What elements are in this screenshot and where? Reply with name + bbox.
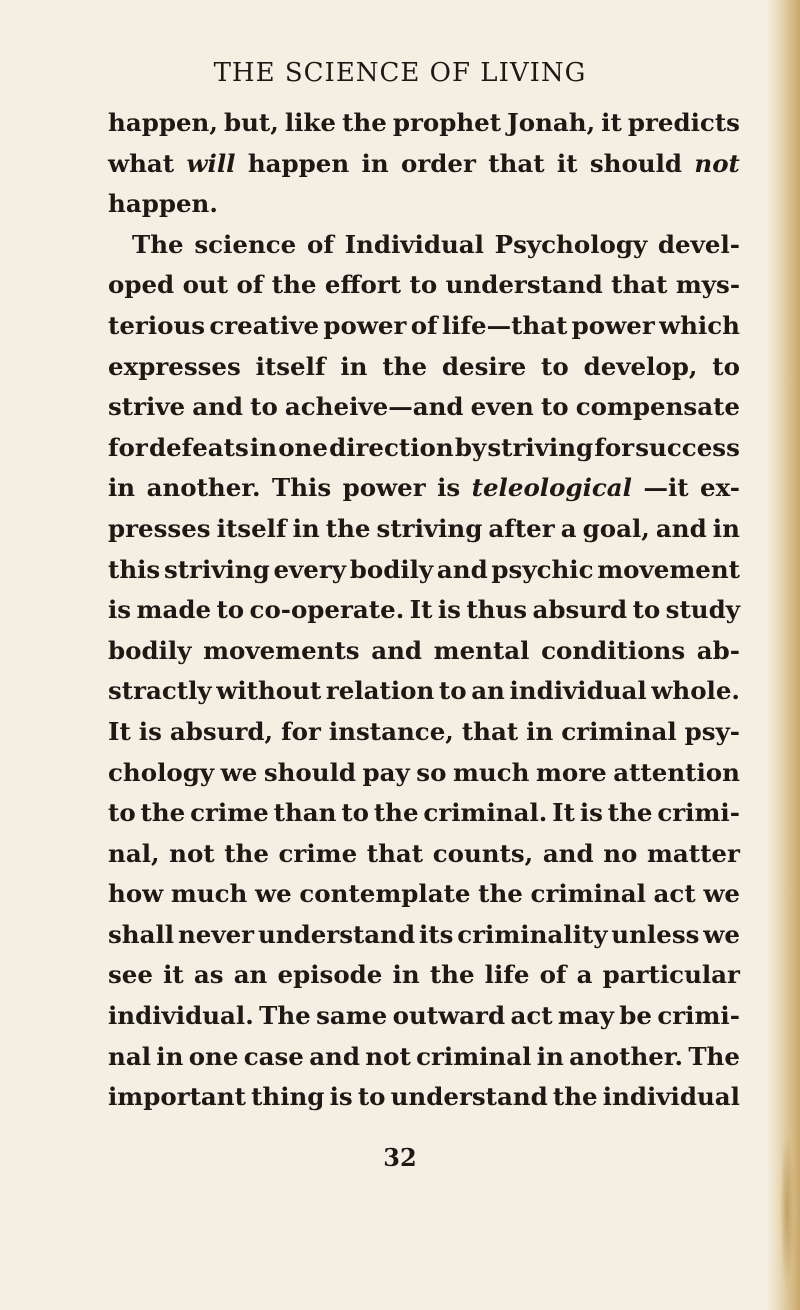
word: This — [271, 473, 332, 503]
word: of — [306, 229, 334, 259]
word: of — [236, 270, 264, 300]
word: unless — [611, 919, 700, 949]
word: criminal — [416, 1041, 532, 1071]
word: like — [284, 108, 336, 137]
text-line — [108, 103, 740, 144]
word: striving — [487, 432, 594, 462]
word: individual — [602, 1082, 740, 1112]
word: —it — [643, 473, 689, 503]
word: an — [233, 960, 268, 990]
body-text — [108, 103, 740, 1118]
text-line — [108, 590, 740, 631]
text-line — [108, 996, 740, 1037]
word: bodily — [349, 554, 434, 584]
text-line — [108, 712, 740, 753]
word: and — [371, 635, 423, 665]
word: in — [156, 1041, 184, 1071]
word: success — [635, 432, 740, 462]
text-line — [108, 671, 740, 712]
word: conditions — [541, 635, 686, 665]
word: It — [552, 798, 575, 828]
word: study — [665, 595, 740, 625]
word: creative — [209, 310, 320, 340]
text-line — [108, 225, 740, 266]
word: psychic — [491, 554, 594, 584]
word: of — [410, 310, 438, 340]
text-line — [108, 1077, 740, 1118]
word: same — [316, 1001, 388, 1031]
word: but, — [223, 108, 279, 137]
text-line — [108, 550, 740, 591]
word: is — [138, 716, 162, 746]
word: in — [526, 716, 554, 746]
word: is — [108, 595, 132, 625]
word: the — [224, 838, 269, 868]
word: we — [703, 879, 740, 909]
word: we — [703, 919, 740, 949]
italic-word: not — [694, 148, 740, 178]
word: to — [357, 1082, 386, 1112]
word: crimi- — [657, 798, 740, 828]
word: the — [382, 351, 428, 381]
running-head: THE SCIENCE OF LIVING — [213, 58, 587, 88]
word: life — [484, 960, 530, 990]
word: particular — [602, 960, 740, 990]
word: nal, — [108, 838, 160, 868]
word: happen. — [108, 189, 218, 219]
word: in — [249, 432, 278, 462]
word: movements — [203, 635, 360, 665]
word: to — [341, 798, 369, 828]
word: defeats — [148, 432, 249, 462]
word: the — [325, 513, 371, 543]
word: out — [182, 270, 229, 300]
word: this — [108, 554, 161, 584]
word: in — [712, 513, 740, 543]
word: outward — [392, 1001, 506, 1031]
word: to — [250, 392, 278, 422]
word: understand — [390, 1082, 548, 1112]
word: in — [392, 960, 420, 990]
word: act — [653, 879, 696, 909]
word: thus — [466, 595, 528, 625]
page-number: 32 — [383, 1143, 417, 1172]
text-line — [108, 347, 740, 388]
word: oped — [108, 270, 175, 300]
word: The — [259, 1001, 311, 1031]
word: individual — [509, 676, 647, 706]
word: absurd, — [169, 716, 274, 746]
word: effort — [324, 270, 402, 300]
word: to — [108, 798, 136, 828]
text-line — [108, 793, 740, 834]
word: after — [488, 513, 555, 543]
word: we — [220, 757, 258, 787]
word: life—that — [441, 310, 568, 340]
word: that — [611, 270, 668, 300]
word: is — [329, 1082, 353, 1112]
word: The — [132, 229, 184, 259]
word: act — [510, 1001, 553, 1031]
word: its — [418, 919, 454, 949]
word: power — [571, 310, 655, 340]
word: matter — [646, 838, 740, 868]
word: be — [619, 1001, 653, 1031]
word: important — [108, 1082, 246, 1112]
word: should — [263, 757, 357, 787]
word: one — [278, 432, 328, 462]
word: and — [192, 392, 244, 422]
word: the — [429, 960, 475, 990]
word: compensate — [575, 392, 740, 422]
word: order — [400, 148, 476, 178]
text-line — [108, 1037, 740, 1078]
word: understand — [257, 919, 416, 949]
word: criminal — [561, 716, 677, 746]
word: never — [177, 919, 255, 949]
word: the — [552, 1082, 598, 1112]
word: counts, — [432, 838, 534, 868]
word: much — [170, 879, 248, 909]
word: striving — [163, 554, 270, 584]
word: in — [292, 513, 320, 543]
text-line — [108, 468, 740, 509]
word: the — [342, 108, 387, 137]
word: shall — [108, 919, 175, 949]
word: strive — [108, 392, 186, 422]
word: may — [557, 1001, 614, 1031]
word: not — [365, 1041, 411, 1071]
word: without — [216, 676, 322, 706]
word: in — [536, 1041, 564, 1071]
word: crime — [190, 798, 269, 828]
word: chology — [108, 757, 215, 787]
word: for — [594, 432, 635, 462]
word: happen — [247, 148, 350, 178]
word: it — [601, 108, 622, 137]
word: absurd — [532, 595, 628, 625]
italic-word: teleological — [471, 473, 632, 503]
word: in — [108, 473, 136, 503]
word: acheive—and — [284, 392, 464, 422]
word: develop, — [583, 351, 698, 381]
text-line — [108, 631, 740, 672]
word: individual. — [108, 1001, 254, 1031]
word: striving — [376, 513, 483, 543]
word: thing — [251, 1082, 325, 1112]
text-line — [108, 509, 740, 550]
word: It — [409, 595, 433, 625]
word: that — [488, 148, 545, 178]
word: prophet — [392, 108, 502, 137]
word: is — [579, 798, 603, 828]
word: than — [273, 798, 337, 828]
word: to — [438, 676, 467, 706]
word: to — [541, 351, 569, 381]
word: Jonah, — [507, 108, 596, 137]
word: much — [452, 757, 530, 787]
word: in — [340, 351, 368, 381]
word: the — [607, 798, 653, 828]
text-line — [108, 184, 740, 225]
word: itself — [216, 513, 287, 543]
word: It — [108, 716, 131, 746]
word: see — [108, 960, 153, 990]
text-line — [108, 428, 740, 469]
word: crimi- — [657, 1001, 740, 1031]
word: is — [437, 473, 461, 503]
word: criminality — [457, 919, 608, 949]
word: more — [535, 757, 607, 787]
word: in — [361, 148, 389, 178]
word: pay — [362, 757, 410, 787]
word: so — [416, 757, 447, 787]
word: another. — [146, 473, 261, 503]
word: episode — [277, 960, 383, 990]
word: criminal. — [423, 798, 548, 828]
word: a — [560, 513, 577, 543]
word: the — [478, 879, 523, 909]
word: The — [688, 1041, 740, 1071]
word: the — [271, 270, 317, 300]
text-line — [108, 144, 740, 185]
word: by — [454, 432, 487, 462]
word: no — [603, 838, 638, 868]
word: and — [655, 513, 707, 543]
word: contemplate — [299, 879, 471, 909]
word: every — [273, 554, 347, 584]
word: Psychology — [494, 229, 648, 259]
word: a — [576, 960, 593, 990]
word: whole. — [651, 676, 740, 706]
word: to — [540, 392, 569, 422]
text-line — [108, 265, 740, 306]
word: expresses — [108, 351, 241, 381]
word: itself — [255, 351, 326, 381]
word: terious — [108, 310, 206, 340]
word: power — [323, 310, 407, 340]
word: to — [712, 351, 740, 381]
word: even — [470, 392, 534, 422]
word: ex- — [700, 473, 740, 503]
word: devel- — [657, 229, 740, 259]
word: another. — [569, 1041, 684, 1071]
italic-word: will — [186, 148, 236, 178]
text-line — [108, 874, 740, 915]
text-line — [108, 387, 740, 428]
word: the — [140, 798, 186, 828]
word: we — [255, 879, 292, 909]
word: to — [216, 595, 245, 625]
word: that — [461, 716, 519, 746]
word: to — [409, 270, 438, 300]
word: for — [281, 716, 321, 746]
text-line — [108, 915, 740, 956]
word: desire — [441, 351, 527, 381]
word: instance, — [328, 716, 454, 746]
word: it — [163, 960, 184, 990]
word: is — [437, 595, 461, 625]
text-line — [108, 306, 740, 347]
word: attention — [613, 757, 740, 787]
word: which — [659, 310, 740, 340]
word: what — [108, 148, 175, 178]
word: made — [136, 595, 212, 625]
word: how — [108, 879, 164, 909]
word: and — [309, 1041, 361, 1071]
word: one — [188, 1041, 239, 1071]
word: nal — [108, 1041, 151, 1071]
word: crime — [278, 838, 358, 868]
word: as — [193, 960, 224, 990]
word: predicts — [627, 108, 740, 137]
word: happen, — [108, 108, 218, 137]
word: case — [243, 1041, 304, 1071]
word: should — [589, 148, 683, 178]
word: direction — [329, 432, 454, 462]
word: Individual — [344, 229, 484, 259]
word: for — [108, 432, 148, 462]
word: ab- — [696, 635, 740, 665]
word: movement — [597, 554, 740, 584]
word: goal, — [582, 513, 650, 543]
page-edge-shading — [766, 0, 800, 1310]
word: mental — [433, 635, 530, 665]
word: power — [342, 473, 426, 503]
word: bodily — [108, 635, 192, 665]
word: it — [556, 148, 578, 178]
word: not — [169, 838, 215, 868]
word: that — [366, 838, 424, 868]
word: of — [539, 960, 567, 990]
word: relation — [325, 676, 435, 706]
word: the — [373, 798, 419, 828]
word: criminal — [530, 879, 646, 909]
word: and — [436, 554, 488, 584]
word: understand — [445, 270, 603, 300]
word: presses — [108, 513, 211, 543]
word: mys- — [675, 270, 740, 300]
word: psy- — [684, 716, 740, 746]
text-line — [108, 955, 740, 996]
word: to — [632, 595, 661, 625]
word: stractly — [108, 676, 212, 706]
word: an — [471, 676, 505, 706]
text-line — [108, 834, 740, 875]
text-line — [108, 753, 740, 794]
word: co-operate. — [249, 595, 405, 625]
word: science — [194, 229, 297, 259]
word: and — [542, 838, 594, 868]
